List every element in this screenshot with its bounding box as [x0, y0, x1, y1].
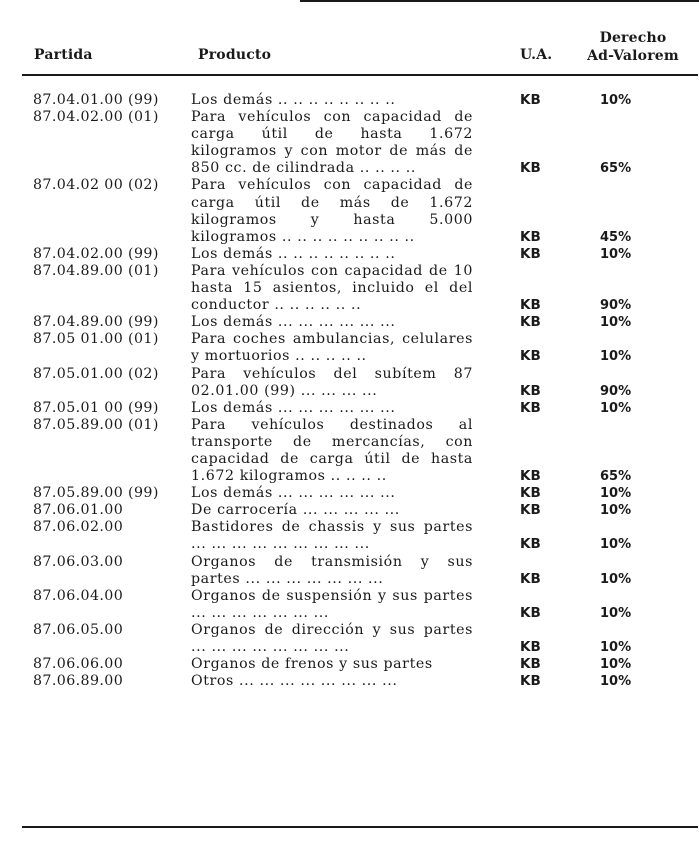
partida-cell: 87.04.02 00 (02) — [33, 177, 159, 194]
partida-cell: 87.06.05.00 — [33, 621, 124, 638]
partida-cell: 87.06.89.00 — [33, 673, 124, 690]
ua-cell: KB — [520, 673, 541, 690]
bottom-rule — [22, 826, 698, 828]
partida-cell: 87.06.03.00 — [33, 553, 124, 570]
producto-cell: Los demás ... ... ... ... ... ... — [191, 485, 396, 502]
table-row — [0, 314, 699, 331]
ua-cell: KB — [520, 314, 541, 331]
producto-cell: Para vehículos con capacidad de carga útil de hasta 1.672 kilogramos y con motor de más de 850 cc. de cilindrada .. .. .. .. — [191, 109, 473, 177]
table-row — [0, 673, 699, 690]
table-row — [0, 554, 699, 588]
producto-cell: Para coches ambulancias, celulares y mortuorios .. .. .. .. .. — [191, 331, 473, 365]
ua-cell: KB — [520, 399, 541, 416]
table-row — [0, 502, 699, 519]
rate-cell: 10% — [600, 400, 632, 416]
partida-cell: 87.06.04.00 — [33, 587, 124, 604]
column-header-ua: U.A. — [520, 47, 553, 63]
table-row — [0, 519, 699, 553]
ua-cell: KB — [520, 656, 541, 673]
table-row — [0, 92, 699, 109]
rate-cell: 90% — [600, 298, 632, 314]
table-row — [0, 622, 699, 656]
rate-cell: 10% — [600, 93, 632, 108]
partida-cell: 87.04.02.00 (99) — [33, 245, 159, 262]
partida-cell: 87.05.89.00 (99) — [33, 485, 159, 502]
producto-cell: Para vehículos destinados al transporte de mercancías, con capacidad de carga útil de hasta 1.672 kilogramos .. .. .. .. — [191, 416, 473, 485]
rate-cell: 65% — [600, 161, 632, 177]
producto-cell: De carrocería ... ... ... ... ... — [191, 502, 400, 519]
tariff-table-body — [0, 92, 699, 690]
column-header-producto: Producto — [198, 47, 272, 63]
header-rule — [22, 74, 698, 76]
partida-cell: 87.04.01.00 (99) — [33, 92, 159, 108]
partida-cell: 87.04.02.00 (01) — [33, 109, 159, 126]
producto-cell: Otros ... ... ... ... ... ... ... ... — [191, 673, 398, 690]
producto-cell: Los demás .. .. .. .. .. .. .. .. — [191, 245, 396, 262]
rate-cell: 45% — [600, 229, 632, 245]
producto-cell: Organos de frenos y sus partes — [191, 656, 433, 673]
table-row — [0, 485, 699, 502]
producto-cell: Organos de suspensión y sus partes ... ... ... ... ... ... ... — [191, 587, 473, 621]
rate-cell: 10% — [600, 640, 632, 655]
column-header-partida: Partida — [34, 47, 93, 63]
table-row — [0, 588, 699, 622]
rate-cell: 10% — [600, 657, 632, 673]
partida-cell: 87.06.01.00 — [33, 502, 124, 519]
table-row — [0, 331, 699, 365]
partida-cell: 87.04.89.00 (99) — [33, 314, 159, 331]
producto-cell: Los demás .. .. .. .. .. .. .. .. — [191, 92, 396, 108]
ua-cell: KB — [520, 160, 541, 177]
ua-cell: KB — [520, 502, 541, 519]
partida-cell: 87.05.01 00 (99) — [33, 399, 159, 416]
ua-cell: KB — [520, 228, 541, 245]
rate-cell: 10% — [600, 503, 632, 519]
ua-cell: KB — [520, 245, 541, 262]
ua-cell: KB — [520, 348, 541, 365]
partida-cell: 87.05.89.00 (01) — [33, 416, 159, 433]
producto-cell: Bastidores de chassis y sus partes ... ... ... ... ... ... ... ... ... — [191, 519, 473, 553]
rate-cell: 10% — [600, 315, 632, 331]
ua-cell: KB — [520, 92, 541, 108]
producto-cell: Para vehículos con capacidad de carga útil de más de 1.672 kilogramos y hasta 5.000 kilogramos .. .. .. .. .. .. .. .. .. — [191, 177, 473, 245]
partida-cell: 87.05 01.00 (01) — [33, 331, 159, 348]
ua-cell: KB — [520, 570, 541, 587]
table-row — [0, 417, 699, 485]
partida-cell: 87.04.89.00 (01) — [33, 262, 159, 279]
rate-cell: 65% — [600, 469, 632, 485]
rate-cell: 10% — [600, 571, 632, 587]
rate-cell: 90% — [600, 383, 632, 399]
rate-cell: 10% — [600, 246, 632, 262]
producto-cell: Los demás ... ... ... ... ... ... — [191, 314, 396, 331]
ua-cell: KB — [520, 639, 541, 655]
partida-cell: 87.06.02.00 — [33, 519, 124, 536]
rate-cell: 10% — [600, 349, 632, 365]
rate-cell: 10% — [600, 537, 632, 553]
ua-cell: KB — [520, 382, 541, 399]
table-row — [0, 246, 699, 263]
ua-cell: KB — [520, 468, 541, 485]
table-row — [0, 366, 699, 400]
ua-cell: KB — [520, 604, 541, 621]
column-header-derecho-line2: Ad-Valorem — [587, 48, 679, 64]
table-row — [0, 656, 699, 673]
table-row — [0, 109, 699, 177]
partida-cell: 87.05.01.00 (02) — [33, 365, 159, 382]
table-row — [0, 177, 699, 245]
column-header-derecho — [578, 29, 688, 65]
producto-cell: Para vehículos con capacidad de 10 hasta 15 asientos, incluido el del conductor .. .. .. .. .. .. — [191, 262, 473, 314]
producto-cell: Para vehículos del subítem 87 02.01.00 (99) ... ... ... ... — [191, 365, 473, 399]
column-header-derecho-line1: Derecho — [599, 30, 667, 46]
ua-cell: KB — [520, 536, 541, 553]
partida-cell: 87.06.06.00 — [33, 656, 124, 673]
ua-cell: KB — [520, 485, 541, 502]
rate-cell: 10% — [600, 605, 632, 621]
table-row — [0, 400, 699, 417]
table-row — [0, 263, 699, 314]
rate-cell: 10% — [600, 674, 632, 690]
ua-cell: KB — [520, 297, 541, 314]
producto-cell: Los demás ... ... ... ... ... ... — [191, 399, 396, 416]
rate-cell: 10% — [600, 486, 632, 502]
producto-cell: Organos de transmisión y sus partes ... ... ... ... ... ... ... — [191, 553, 473, 587]
producto-cell: Organos de dirección y sus partes ... ... ... ... ... ... ... ... — [191, 621, 473, 655]
top-rule — [300, 0, 699, 2]
